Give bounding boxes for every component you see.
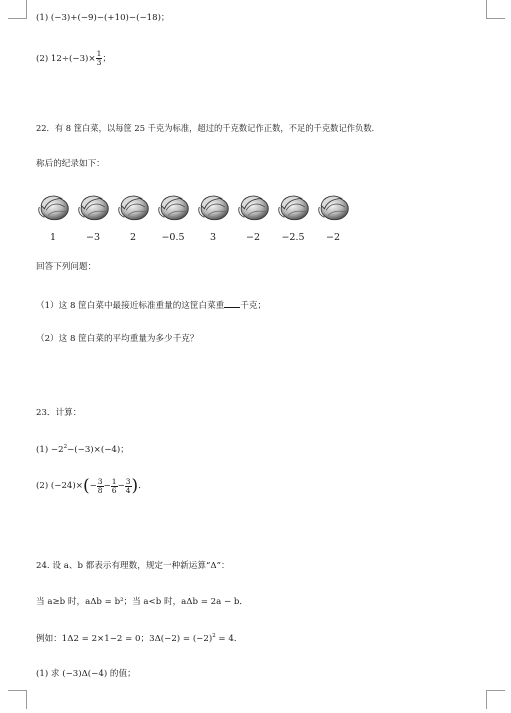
q24-rule: 当 a≥b 时，aΔb = b²；当 a<b 时，aΔb = 2a − b．	[36, 597, 249, 607]
q23-f2-num: 1	[111, 477, 117, 487]
q23-part2	[36, 478, 147, 495]
q23-f3-num: 3	[125, 477, 131, 487]
q21-fraction-den: 3	[96, 57, 102, 67]
q22-sub1-lead: （1）这 8 筐白菜中最接近标准重量的这筐白菜重	[36, 301, 225, 311]
q23-title: 23．计算：	[36, 408, 82, 418]
q23-f3-den: 4	[125, 486, 131, 495]
weight-diff-value: 2	[129, 232, 137, 243]
cabbage-row	[36, 190, 366, 250]
cabbage-icon	[76, 190, 110, 224]
weight-diff-value: −0.5	[161, 232, 185, 243]
crop-mark-bottom-left	[8, 690, 27, 709]
cabbage-icon	[196, 190, 230, 224]
q23-fraction-1	[97, 478, 104, 495]
weight-diff-value: −3	[85, 232, 100, 243]
q22-answer-label: 回答下列问题：	[36, 262, 97, 272]
q22-record-label: 称后的纪录如下：	[36, 159, 105, 169]
q24-intro: 24. 设 a、b 都表示有理数，规定一种新运算“Δ”：	[36, 561, 230, 571]
q23-part2-end: ．	[138, 481, 147, 492]
q21-fraction-num: 1	[96, 49, 102, 58]
q23-minus-1: −	[89, 481, 97, 492]
right-paren: )	[131, 476, 139, 496]
q22-sub1	[36, 299, 266, 311]
crop-mark-top-right	[486, 0, 505, 19]
q22-intro: 22．有 8 筐白菜，以每筐 25 千克为标准，超过的千克数记作正数，不足的千克数记作负数．	[36, 123, 380, 133]
q23-f1-den: 8	[97, 486, 103, 495]
q21-part2-lead: (2) 12÷(−3)×	[36, 53, 96, 64]
q22-sub1-tail: 千克；	[240, 301, 267, 311]
answer-blank[interactable]	[224, 299, 240, 308]
q23-f2-den: 6	[111, 486, 117, 495]
weight-diff-value: 3	[209, 232, 217, 243]
q23-minus-2: −	[103, 481, 111, 492]
q24-part1: (1) 求 (−3)Δ(−4) 的值；	[36, 669, 136, 679]
q24-example-lead: 例如：1Δ2 = 2×1−2 = 0；3Δ(−2) = (−2)	[36, 633, 213, 644]
q22-sub2: （2）这 8 筐白菜的平均重量为多少千克？	[36, 334, 199, 344]
q23-fraction-2	[111, 478, 118, 495]
cabbage-icon	[236, 190, 270, 224]
crop-mark-top-left	[8, 0, 27, 19]
q23-part1-lead: (1) −2	[36, 444, 64, 455]
q23-f1-num: 3	[97, 477, 103, 487]
q21-part2-tail: ；	[102, 53, 112, 64]
q24-example-exponent: 2	[212, 633, 216, 639]
q21-part2	[36, 50, 111, 67]
q23-fraction-3	[125, 478, 132, 495]
q23-part1	[36, 445, 129, 454]
q21-part1: (1) (−3)+(−9)−(+10)−(−18)；	[36, 13, 170, 23]
weight-diff-value: −2.5	[281, 232, 305, 243]
q23-part1-tail: −(−3)×(−4)；	[67, 444, 129, 455]
weight-diff-value: 1	[49, 232, 57, 243]
cabbage-icon	[36, 190, 70, 224]
weight-diff-value: −2	[245, 232, 260, 243]
q23-part1-exponent: 2	[63, 444, 68, 450]
left-paren: (	[82, 476, 90, 496]
q23-part2-lead: (2) (−24)×	[36, 481, 83, 492]
q24-example	[36, 634, 242, 643]
q24-example-tail: = 4．	[215, 633, 243, 644]
cabbage-icon	[316, 190, 350, 224]
cabbage-icon	[116, 190, 150, 224]
crop-mark-bottom-right	[486, 690, 505, 709]
cabbage-icon	[276, 190, 310, 224]
q23-minus-3: −	[117, 481, 125, 492]
cabbage-icon	[156, 190, 190, 224]
weight-diff-value: −2	[325, 232, 340, 243]
